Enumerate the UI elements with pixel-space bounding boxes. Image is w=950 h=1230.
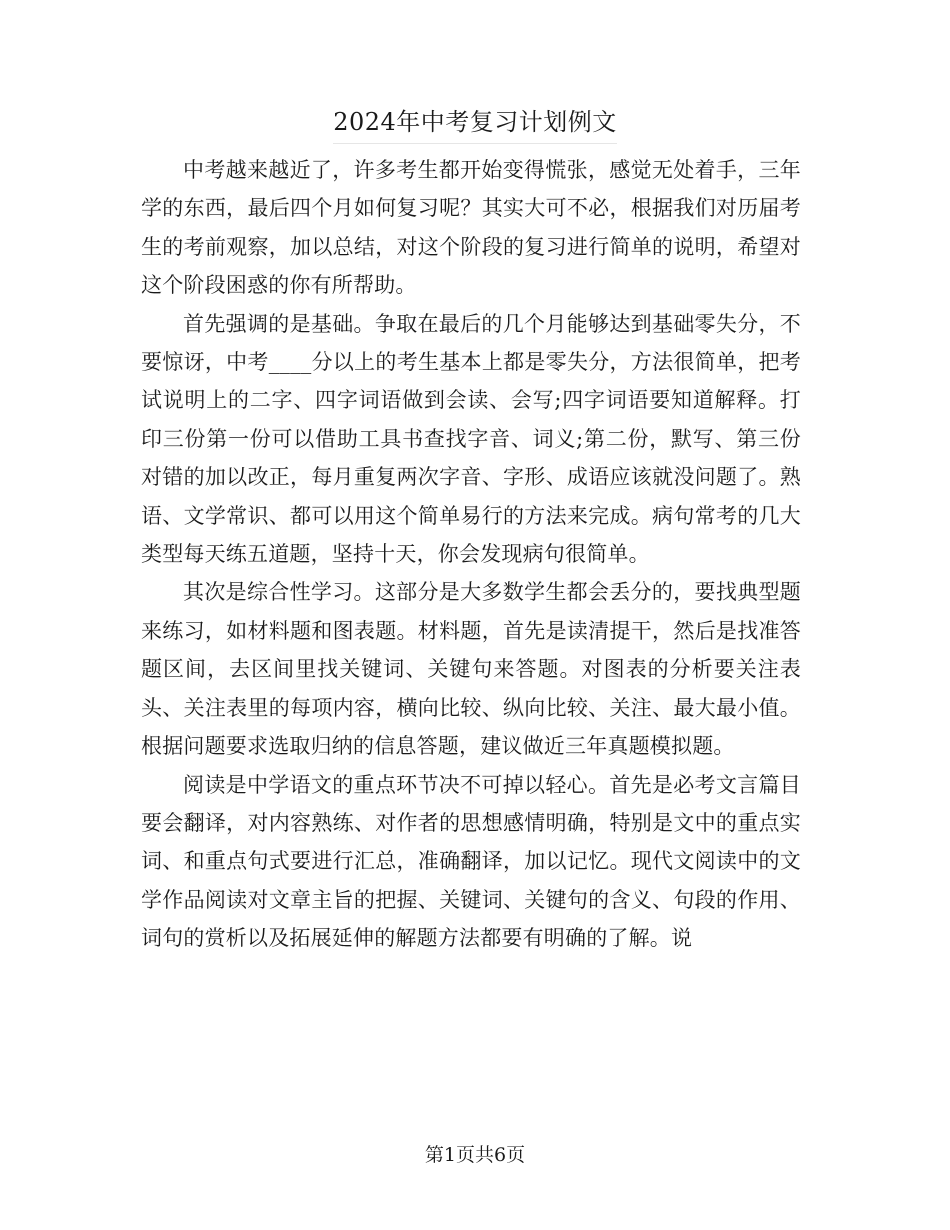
paragraph-basics: 首先强调的是基础。争取在最后的几个月能够达到基础零失分，不要惊讶，中考____分以上的考生基本上都是零失分，方法很简单，把考试说明上的二字、四字词语做到会读、会写;四字词语要知道解释。打印三份第一份可以借助工具书查找字音、词义;第二份，默写、第三份对错的加以改正，每月重复两次字音、字形、成语应该就没问题了。熟语、文学常识、都可以用这个简单易行的方法来完成。病句常考的几大类型每天练五道题，坚持十天，你会发现病句很简单。: [141, 311, 801, 567]
paragraph-comprehensive: 其次是综合性学习。这部分是大多数学生都会丢分的，要找典型题来练习，如材料题和图表题。材料题，首先是读清提干，然后是找准答题区间，去区间里找关键词、关键句来答题。对图表的分析要关注表头、关注表里的每项内容，横向比较、纵向比较、关注、最大最小值。根据问题要求选取归纳的信息答题，建议做近三年真题模拟题。: [141, 580, 801, 759]
title-underline: [333, 143, 617, 144]
page-number: 第1页共6页: [424, 1144, 526, 1166]
document-title: 2024年中考复习计划例文: [333, 108, 617, 136]
paragraph-intro: 中考越来越近了，许多考生都开始变得慌张，感觉无处着手，三年学的东西，最后四个月如何复习呢？其实大可不必，根据我们对历届考生的考前观察，加以总结，对这个阶段的复习进行简单的说明，希望对这个阶段困惑的你有所帮助。: [141, 158, 801, 298]
paragraph-reading: 阅读是中学语文的重点环节决不可掉以轻心。首先是必考文言篇目要会翻译，对内容熟练、对作者的思想感情明确，特别是文中的重点实词、和重点句式要进行汇总，准确翻译，加以记忆。现代文阅读中的文学作品阅读对文章主旨的把握、关键词、关键句的含义、句段的作用、词句的赏析以及拓展延伸的解题方法都要有明确的了解。说: [141, 772, 801, 951]
document-body: [141, 151, 801, 958]
